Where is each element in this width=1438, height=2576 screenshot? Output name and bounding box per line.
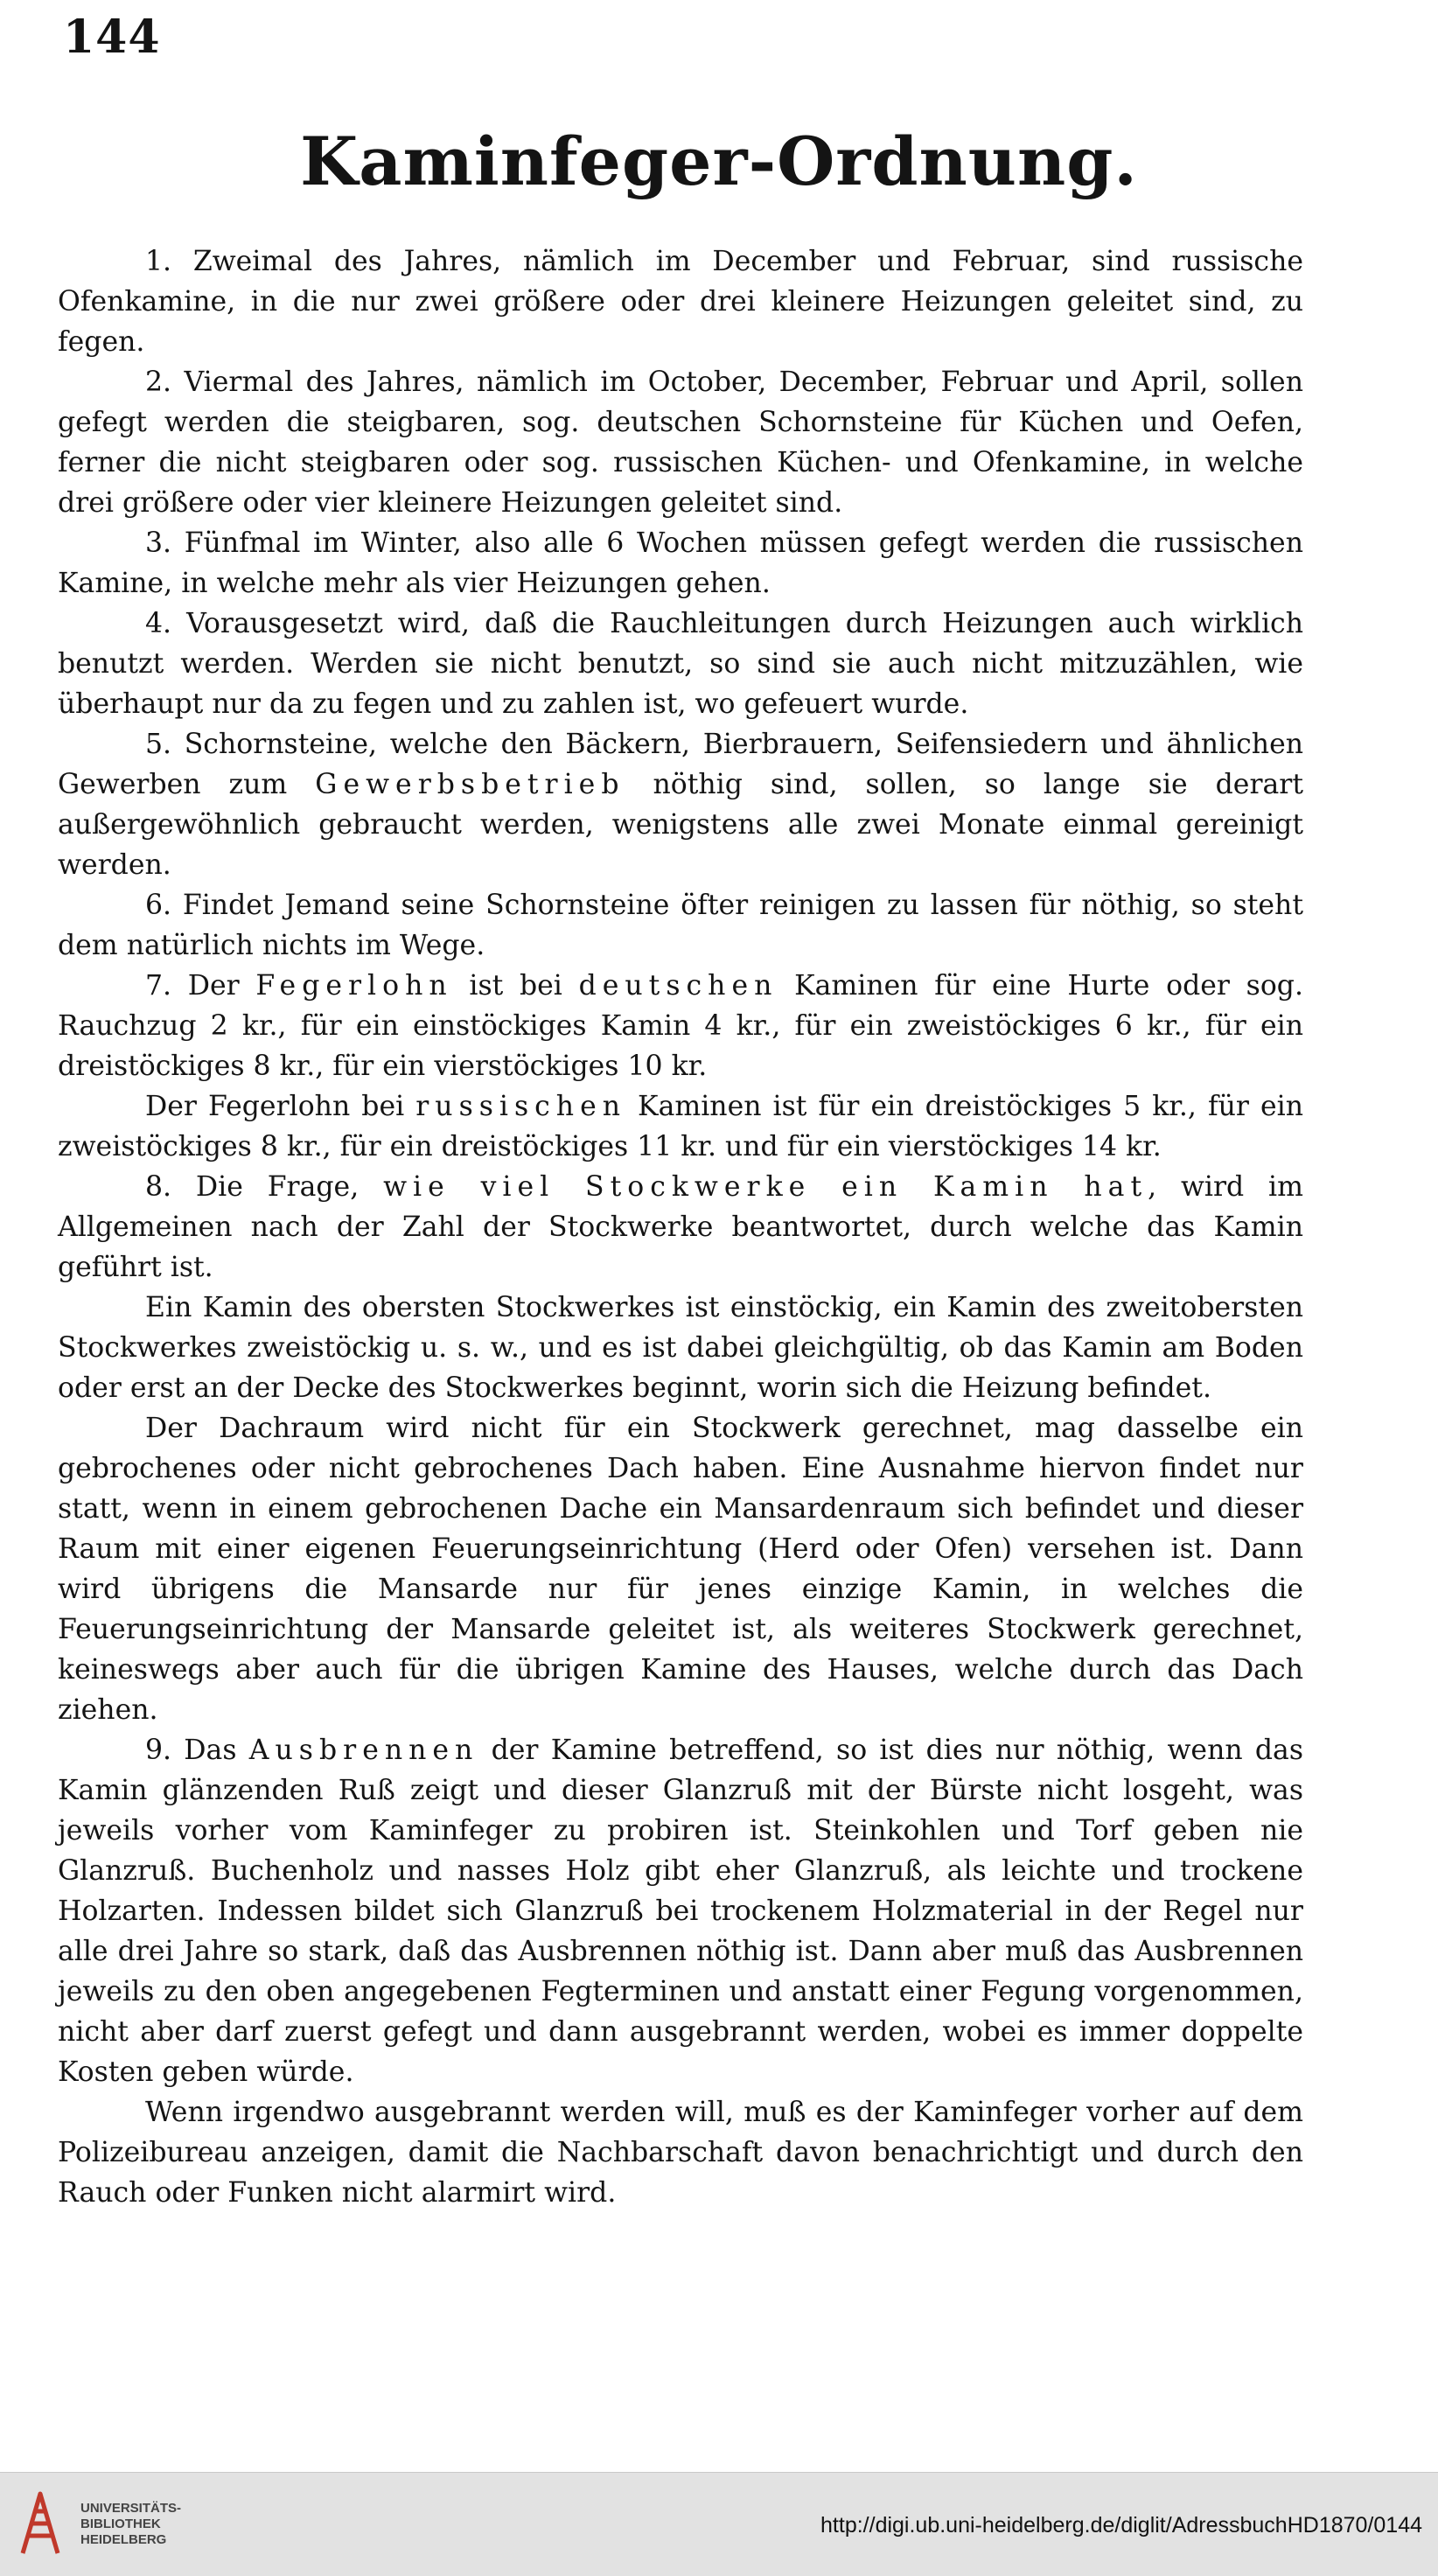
paragraph-3: 3. Fünfmal im Winter, also alle 6 Wochen müssen gefegt werden die russischen Kamine, in welche mehr als vier Heizungen gehen. (58, 527, 1303, 599)
paragraph-7-spaced-term-2: deutschen (578, 970, 778, 1002)
paragraph-12 (58, 1730, 1303, 2092)
paragraph-7-spaced-term: Fegerlohn (255, 970, 453, 1002)
paragraph-8-text-b: Kaminen ist für ein dreistöckiges 5 kr., für ein zweistöckiges 8 kr., für ein dreistöckiges 11 kr. und für ein vierstöckiges 14 kr. (58, 1091, 1303, 1162)
paragraph-8-spaced-term: russischen (415, 1091, 626, 1122)
footer-bar (0, 2472, 1438, 2576)
paragraph-1: 1. Zweimal des Jahres, nämlich im December und Februar, sind russische Ofenkamine, in die nur zwei größere oder drei kleinere Heizungen geleitet sind, zu fegen. (58, 246, 1303, 358)
paragraph-9-spaced-term: wie viel Stockwerke ein Kamin hat (383, 1171, 1148, 1203)
paragraph-6: 6. Findet Jemand seine Schornsteine öfter reinigen zu lassen für nöthig, so steht dem natürlich nichts im Wege. (58, 890, 1303, 961)
paragraph-7-text-b: ist bei (452, 970, 579, 1002)
paragraph-5-text-a: 5. Schornsteine, welche den Bäckern, Bierbrauern, Seifensiedern und ähnlichen Gewerben zum (58, 729, 1303, 800)
library-logo-text (80, 2501, 181, 2548)
document-body (58, 241, 1303, 2213)
page-number: 144 (63, 10, 161, 64)
paragraph-7-text-a: 7. Der (145, 970, 256, 1002)
logo-line-3: HEIDELBERG (80, 2532, 167, 2547)
paragraph-5 (58, 724, 1303, 885)
paragraph-7 (58, 966, 1303, 1086)
paragraph-7-text-c: Kaminen für eine Hurte oder sog. Rauchzug 2 kr., für ein einstöckiges Kamin 4 kr., für ein zweistöckiges 6 kr., für ein dreistöckiges 8 kr., für ein vierstöckiges 10 kr. (58, 970, 1303, 1082)
source-url-link[interactable]: http://digi.ub.uni-heidelberg.de/diglit/AdressbuchHD1870/0144 (820, 2513, 1422, 2538)
paragraph-9 (58, 1167, 1303, 1288)
paragraph-4: 4. Vorausgesetzt wird, daß die Rauchleitungen durch Heizungen auch wirklich benutzt werden. Werden sie nicht benutzt, so sind sie auch nicht mitzuzählen, wie überhaupt nur da zu fegen und zu zahlen ist, wo gefeuert wurde. (58, 608, 1303, 720)
page-title: Kaminfeger-Ordnung. (300, 122, 1138, 200)
logo-line-1: UNIVERSITÄTS- (80, 2501, 182, 2516)
paragraph-8-text-a: Der Fegerlohn bei (145, 1091, 416, 1122)
paragraph-12-text-b: der Kamine betreffend, so ist dies nur nöthig, wenn das Kamin glänzenden Ruß zeigt und dieser Glanzruß mit der Bürste nicht losgeht, was jeweils vorher vom Kaminfeger zu probiren ist. Steinkohlen und Torf geben nie Glanzruß. Buchenholz und nasses Holz gibt eher Glanzruß, als leichte und trockene Holzarten. Indessen bildet sich Glanzruß bei trockenem Holzmaterial in der Regel nur alle drei Jahre so stark, daß das Ausbrennen nöthig ist. Dann aber muß das Ausbrennen jeweils zu den oben angegebenen Fegterminen und anstatt einer Fegung vorgenommen, nicht aber darf zuerst gefegt und dann ausgebrannt werden, wobei es immer doppelte Kosten geben würde. (58, 1735, 1303, 2088)
paragraph-5-spaced-term: Gewerbsbetrieb (315, 769, 625, 800)
logo-line-2: BIBLIOTHEK (80, 2517, 161, 2531)
paragraph-13: Wenn irgendwo ausgebrannt werden will, muß es der Kaminfeger vorher auf dem Polizeibureau anzeigen, damit die Nachbarschaft davon benachrichtigt und durch den Rauch oder Funken nicht alarmirt wird. (58, 2097, 1303, 2209)
paragraph-9-text-b: , wird im Allgemeinen nach der Zahl der Stockwerke beantwortet, durch welche das Kamin geführt ist. (58, 1171, 1303, 1283)
paragraph-8 (58, 1086, 1303, 1167)
library-logo-icon (16, 2485, 65, 2562)
paragraph-12-spaced-term: Ausbrennen (248, 1735, 479, 1766)
paragraph-9-text-a: 8. Die Frage, (145, 1171, 384, 1203)
paragraph-11: Der Dachraum wird nicht für ein Stockwerk gerechnet, mag dasselbe ein gebrochenes oder nicht gebrochenes Dach haben. Eine Ausnahme hiervon findet nur statt, wenn in einem gebrochenen Dache ein Mansardenraum sich befindet und dieser Raum mit einer eigenen Feuerungseinrichtung (Herd oder Ofen) versehen ist. Dann wird übrigens die Mansarde nur für jenes einzige Kamin, in welches die Feuerungseinrichtung der Mansarde geleitet ist, als weiteres Stockwerk gerechnet, keineswegs aber auch für die übrigen Kamine des Hauses, welche durch das Dach ziehen. (58, 1413, 1303, 1726)
paragraph-12-text-a: 9. Das (145, 1735, 249, 1766)
paragraph-5-text-b: nöthig sind, sollen, so lange sie derart außergewöhnlich gebraucht werden, wenigstens alle zwei Monate einmal gereinigt werden. (58, 769, 1304, 881)
paragraph-2: 2. Viermal des Jahres, nämlich im October, December, Februar und April, sollen gefegt werden die steigbaren, sog. deutschen Schornsteine für Küchen und Oefen, ferner die nicht steigbaren oder sog. russischen Küchen- und Ofenkamine, in welche drei größere oder vier kleinere Heizungen geleitet sind. (58, 367, 1303, 519)
paragraph-10: Ein Kamin des obersten Stockwerkes ist einstöckig, ein Kamin des zweitobersten Stockwerkes zweistöckig u. s. w., und es ist dabei gleichgültig, ob das Kamin am Boden oder erst an der Decke des Stockwerkes beginnt, worin sich die Heizung befindet. (58, 1292, 1303, 1404)
